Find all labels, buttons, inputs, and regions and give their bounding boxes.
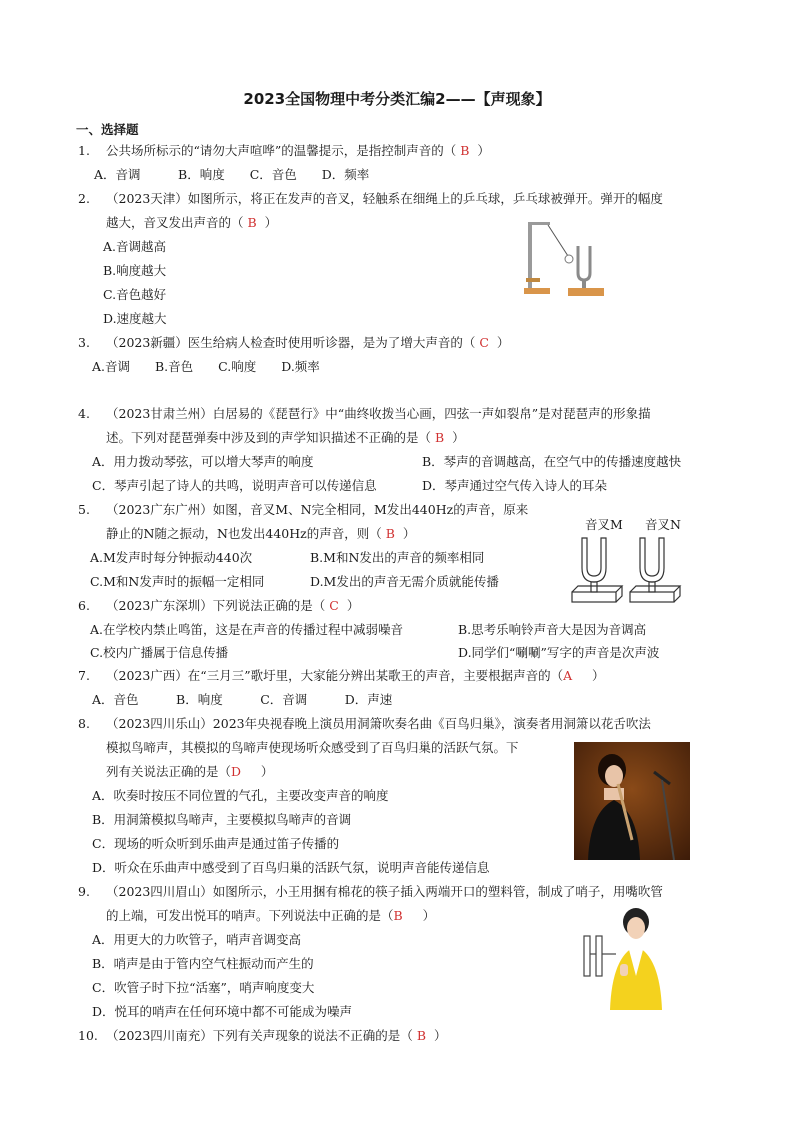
q8-number: 8.	[78, 716, 90, 731]
q5-option-d: D.M发出的声音无需介质就能传播	[310, 574, 499, 589]
q3-answer: C	[479, 335, 489, 350]
section-heading: 一、选择题	[76, 122, 139, 137]
q1-stem: 公共场所标示的“请勿大声喧哗”的温馨提示，是指控制声音的（ B ）	[106, 143, 490, 158]
q3-number: 3.	[78, 335, 90, 350]
q5-stem-2: 静止的N随之振动，N也发出440Hz的声音，则（ B ）	[106, 526, 416, 541]
q4-answer: B	[435, 430, 445, 445]
q3-options: A.音调 B.音色 C.响度 D.频率	[92, 359, 320, 374]
q5-number: 5.	[78, 502, 90, 517]
q6-stem: （2023广东深圳）下列说法正确的是（ C ）	[106, 598, 360, 613]
q1-number: 1.	[78, 143, 90, 158]
q5-answer: B	[385, 526, 395, 541]
q2-option-d: D.速度越大	[103, 311, 167, 326]
q5-option-c: C.M和N发声时的振幅一定相同	[90, 574, 265, 589]
q9-number: 9.	[78, 884, 90, 899]
fork-m-label: 音叉M	[585, 517, 623, 532]
q4-option-a: A．用力拨动琴弦，可以增大琴声的响度	[92, 454, 314, 469]
q6-option-b: B.思考乐响铃声音大是因为音调高	[458, 622, 647, 637]
q8-answer: D	[231, 764, 242, 779]
whistle-student-figure	[580, 906, 670, 1010]
q8-stem-1: （2023四川乐山）2023年央视春晚上演员用洞箫吹奏名曲《百鸟归巢》，演奏者用洞箫以花舌吹法	[106, 716, 651, 731]
q4-option-c: C．琴声引起了诗人的共鸣，说明声音可以传递信息	[92, 478, 377, 493]
q5-option-b: B.M和N发出的声音的频率相同	[310, 550, 485, 565]
q10-number: 10.	[78, 1028, 98, 1043]
q7-number: 7.	[78, 668, 90, 683]
two-tuning-forks-figure	[568, 536, 688, 610]
q4-option-d: D．琴声通过空气传入诗人的耳朵	[422, 478, 608, 493]
q10-answer: B	[416, 1028, 426, 1043]
q2-number: 2.	[78, 191, 90, 206]
q9-option-c: C．吹管子时下拉“活塞”，哨声响度变大	[92, 980, 315, 995]
q2-option-c: C.音色越好	[103, 287, 167, 302]
q8-stem-2: 模拟鸟啼声，其模拟的鸟啼声使现场听众感受到了百鸟归巢的活跃气氛。下	[106, 740, 519, 755]
q6-option-a: A.在学校内禁止鸣笛，这是在声音的传播过程中减弱噪音	[90, 622, 404, 637]
q2-stem-2: 越大，音叉发出声音的（ B ）	[106, 215, 278, 230]
q9-option-d: D．悦耳的哨声在任何环境中都不可能成为噪声	[92, 1004, 353, 1019]
q2-option-b: B.响度越大	[103, 263, 167, 278]
q8-option-b: B．用洞箫模拟鸟啼声，主要模拟鸟啼声的音调	[92, 812, 352, 827]
q5-option-a: A.M发声时每分钟振动440次	[90, 550, 253, 565]
q9-stem-1: （2023四川眉山）如图所示，小王用捆有棉花的筷子插入两端开口的塑料管，制成了哨子，用嘴吹管	[106, 884, 663, 899]
q4-number: 4.	[78, 406, 90, 421]
q6-number: 6.	[78, 598, 90, 613]
q8-option-a: A．吹奏时按压不同位置的气孔，主要改变声音的响度	[92, 788, 389, 803]
tuning-fork-pingpong-figure	[520, 218, 610, 300]
q7-answer: A	[563, 668, 573, 683]
q6-answer: C	[329, 598, 339, 613]
q4-stem-1: （2023甘肃兰州）白居易的《琵琶行》中“曲终收拨当心画，四弦一声如裂帛”是对琵琶声的形象描	[106, 406, 651, 421]
q1-options: A．音调 B．响度 C．音色 D．频率	[94, 167, 370, 182]
q4-option-b: B．琴声的音调越高，在空气中的传播速度越快	[422, 454, 682, 469]
q9-option-a: A．用更大的力吹管子，哨声音调变高	[92, 932, 302, 947]
q7-stem: （2023广西）在“三月三”歌圩里，大家能分辨出某歌王的声音，主要根据声音的（A ）	[106, 668, 605, 683]
q8-option-d: D．听众在乐曲声中感受到了百鸟归巢的活跃气氛，说明声音能传递信息	[92, 860, 490, 875]
q4-stem-2: 述。下列对琵琶弹奏中涉及到的声学知识描述不正确的是（ B ）	[106, 430, 465, 445]
fork-n-label: 音叉N	[645, 517, 681, 532]
q2-stem-1: （2023天津）如图所示，将正在发声的音叉，轻触系在细绳上的乒乓球，乒乓球被弹开。弹开的幅度	[106, 191, 663, 206]
q9-option-b: B．哨声是由于管内空气柱振动而产生的	[92, 956, 314, 971]
q1-answer: B	[460, 143, 470, 158]
q2-option-a: A.音调越高	[103, 239, 167, 254]
q8-stem-3: 列有关说法正确的是（D ）	[106, 764, 274, 779]
q3-stem: （2023新疆）医生给病人检查时使用听诊器，是为了增大声音的（ C ）	[106, 335, 510, 350]
page-title: 2023全国物理中考分类汇编2——【声现象】	[243, 90, 551, 108]
performer-photo	[574, 742, 690, 860]
q6-option-d: D.同学们“唰唰”写字的声音是次声波	[458, 645, 660, 660]
q2-answer: B	[247, 215, 257, 230]
q8-option-c: C．现场的听众听到乐曲声是通过笛子传播的	[92, 836, 340, 851]
q7-options: A．音色 B．响度 C．音调 D．声速	[92, 692, 393, 707]
q9-answer: B	[393, 908, 403, 923]
q5-stem-1: （2023广东广州）如图，音叉M、N完全相同，M发出440Hz的声音，原来	[106, 502, 529, 517]
q10-stem: （2023四川南充）下列有关声现象的说法不正确的是（ B ）	[106, 1028, 447, 1043]
q9-stem-2: 的上端，可发出悦耳的哨声。下列说法中正确的是（B ）	[106, 908, 436, 923]
q6-option-c: C.校内广播属于信息传播	[90, 645, 229, 660]
